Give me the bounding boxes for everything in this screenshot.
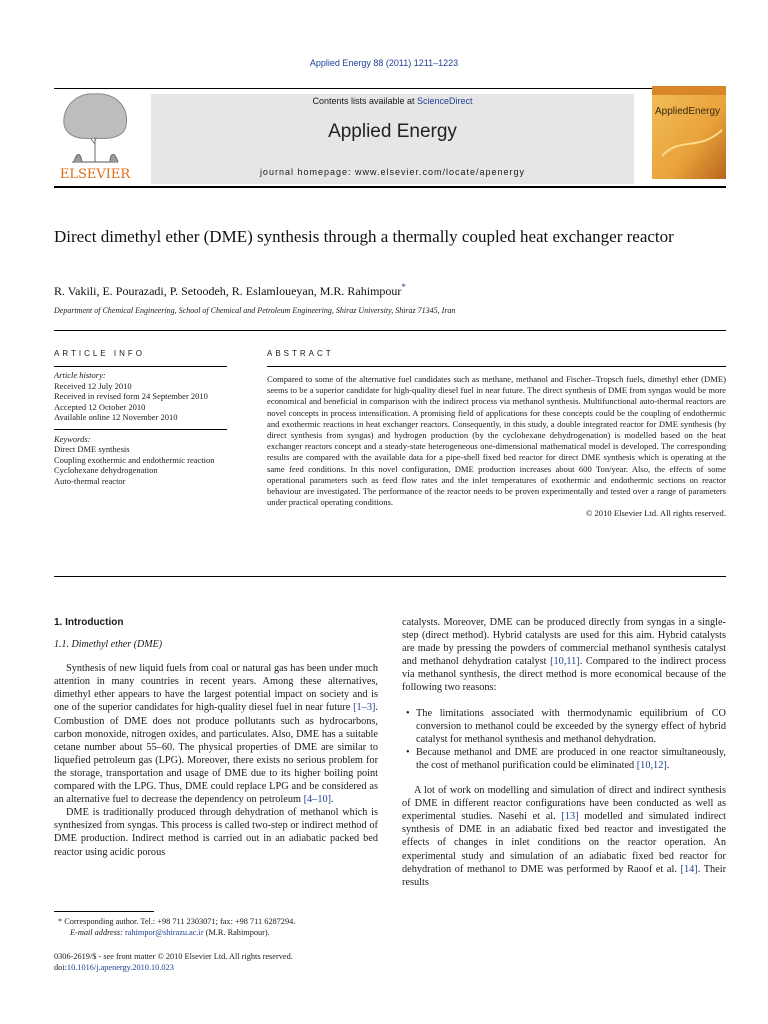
keywords-rule: [54, 429, 227, 430]
author-list: [54, 282, 406, 299]
email-line: E-mail address: rahimpor@shirazu.ac.ir (M.R. Rahimpour).: [70, 928, 270, 937]
body-paragraph: Synthesis of new liquid fuels from coal or natural gas has been under much attention in many countries in recent years. Among these alternatives, dimethyl ether appears to have the largest potential impact on society and is one of the superior candidates for high-quality diesel fuel in near future [1–3]. Combustion of DME does not produce pollutants such as hydrocarbons, carbon monoxide, nitrogen oxides, and particulates. Also, DME has a suitable cetane number about 55–60. The physical properties of DME are similar to liquefied petroleum gas (LPG). Moreover, there exists no serious problem for the storage, transportation and usage of DME due to its higher boiling point compared with the LPG. Thus, DME could replace LPG and be considered as an alternative fuel to decrease the dependency on petroleum [4–10].: [54, 663, 378, 806]
footnote: [58, 916, 378, 938]
body-paragraph: A lot of work on modelling and simulation of direct and indirect synthesis of DME in different reactor configurations have been conducted as well as experimental studies. Nasehi et al. [13] modelled and simulated indirect synthesis of DME in an adiabatic fixed bed reactor and investigated the effects of changes in inlet conditions on the reactor operation. An experimental study and simulation of an adiabatic fixed bed reactor for dehydration of methanol to DME was performed by Raoof et al. [14]. Their results: [402, 785, 727, 888]
bullet-item: • The limitations associated with thermodynamic equilibrium of CO conversion to methanol could be exceeded by the synergy effect of hybrid catalyst for methanol synthesis and methanol dehydration.: [416, 707, 726, 746]
citation-link[interactable]: Applied Energy 88 (2011) 1211–1223: [309, 58, 459, 68]
keywords-label: Keywords:: [54, 433, 91, 444]
issn-line: 0306-2619/$ - see front matter © 2010 Elsevier Ltd. All rights reserved.: [54, 952, 293, 961]
left-column: [54, 616, 378, 859]
reference-link[interactable]: [10,12]: [636, 759, 667, 771]
section-heading-introduction: 1. Introduction: [54, 617, 124, 628]
body-paragraph: catalysts. Moreover, DME can be produced directly from syngas in a single-step (direct method). Hybrid catalysts are used for this aim. Hybrid catalysts are made by pressing the powders of commercial methanol synthesis catalyst and methanol dehydration catalyst [10,11]. Compared to the indirect process via methanol synthesis, the direct method is more economical because of the following two reasons:: [402, 617, 726, 694]
journal-citation[interactable]: [0, 58, 768, 68]
keyword-item: Coupling exothermic and endothermic reaction: [54, 454, 215, 465]
doi-label: doi:: [54, 963, 67, 972]
journal-name: Applied Energy: [328, 121, 457, 142]
abstract-heading: ABSTRACT: [267, 349, 334, 358]
email-label: E-mail address:: [70, 928, 123, 937]
keyword-item: Direct DME synthesis: [54, 444, 130, 454]
reference-link[interactable]: [13]: [561, 811, 579, 823]
affiliation: Department of Chemical Engineering, School of Chemical and Petroleum Engineering, Shiraz University, Shiraz 71345, Iran: [54, 306, 456, 315]
bullet-list: [402, 707, 726, 772]
reference-link[interactable]: [1–3]: [353, 702, 376, 714]
history-label: Article history:: [54, 370, 106, 380]
abstract-bottom-rule: [54, 576, 726, 577]
journal-cover-icon: [652, 86, 726, 179]
keyword-item: Auto-thermal reactor: [54, 475, 126, 486]
email-link[interactable]: rahimpor@shirazu.ac.ir: [125, 928, 204, 937]
right-column: [402, 616, 726, 889]
history-item: Accepted 12 October 2010: [54, 401, 146, 412]
corresponding-author-mark[interactable]: *: [401, 282, 406, 292]
reference-link[interactable]: [14]: [680, 863, 698, 875]
doi-link[interactable]: 10.1016/j.apenergy.2010.10.023: [66, 963, 174, 972]
reference-link[interactable]: [10,11]: [550, 656, 580, 668]
footnote-mark: *: [58, 917, 63, 926]
abstract-text: Compared to some of the alternative fuel candidates such as methane, methanol and Fischer–Tropsch fuels, dimethyl ether (DME) seems to be a superior candidate for high-quality diesel fuel in near future. The direct synthesis of DME from syngas would be more economical and beneficial in comparison with the indirect process via methanol synthesis. Multifunctional auto-thermal reactors are novel concepts in process intensification. A promising field of applications for these concepts could be the coupling of endothermic and exothermic reactions in heat exchanger reactors. Consequently, in this study, a double integrated reactor for DME synthesis (by direct synthesis from syngas) and hydrogen production (by the cyclohexane dehydrogenation) is modelled based on the heat exchanger reactors concept and a steady-state heterogeneous one-dimensional mathematical model is developed. The corresponding results are compared with the available data for a pipe-shell fixed bed reactor for direct DME synthesis which is operating at the same feed conditions. In this novel configuration, DME production increases about 600 Ton/year. Also, the effects of some operational parameters such as feed flow rates and the inlet temperatures of exothermic and endothermic sections on reactor behaviour are investigated. The performance of the reactor needs to be proven experimentally and tested over a range of parameters under practical operating conditions.: [267, 374, 726, 508]
elsevier-tree-icon: [54, 84, 136, 184]
journal-cover-thumbnail: [652, 86, 726, 179]
authors-text: R. Vakili, E. Pourazadi, P. Setoodeh, R. Eslamloueyan, M.R. Rahimpour: [54, 284, 402, 298]
contents-prefix: Contents lists available at: [312, 96, 418, 106]
bullet-item: • Because methanol and DME are produced in one reactor simultaneously, the cost of methanol purification could be eliminated [10,12].: [416, 746, 726, 772]
cover-title: AppliedEnergy: [655, 106, 721, 117]
history-item: Available online 12 November 2010: [54, 412, 178, 422]
reference-link[interactable]: [4–10]: [303, 794, 332, 806]
article-info-rule: [54, 366, 227, 367]
subsection-heading-dme: 1.1. Dimethyl ether (DME): [54, 639, 163, 651]
header-bottom-rule: [54, 186, 726, 188]
body-paragraph: DME is traditionally produced through dehydration of methanol which is synthesized from syngas. This process is called two-step or indirect method of DME production. Indirect method is carried out in an adiabatic packed bed reactor using acidic porous: [54, 807, 378, 858]
abstract-copyright: © 2010 Elsevier Ltd. All rights reserved.: [585, 508, 726, 519]
corresponding-author-note: * Corresponding author. Tel.: +98 711 2303071; fax: +98 711 6287294.: [58, 917, 296, 926]
journal-homepage[interactable]: journal homepage: www.elsevier.com/locate/apenergy: [259, 167, 526, 177]
front-matter-info: [54, 951, 293, 973]
history-item: Received 12 July 2010: [54, 380, 132, 391]
contents-line: [151, 96, 634, 106]
article-info-box: [54, 370, 227, 486]
article-info-heading: ARTICLE INFO: [54, 349, 145, 358]
history-item: Received in revised form 24 September 2010: [54, 391, 208, 401]
doi-line: [54, 962, 293, 973]
publisher-wordmark: ELSEVIER: [59, 167, 131, 182]
header-top-rule: [54, 88, 726, 89]
sciencedirect-link[interactable]: ScienceDirect: [417, 96, 473, 106]
abstract-box: [267, 374, 726, 520]
abstract-rule: [267, 366, 726, 367]
elsevier-logo: [54, 84, 136, 184]
title-separator-rule: [54, 330, 726, 331]
article-title: Direct dimethyl ether (DME) synthesis through a thermally coupled heat exchanger reactor: [54, 227, 674, 246]
keyword-item: Cyclohexane dehydrogenation: [54, 465, 158, 475]
footnote-rule: [54, 911, 154, 912]
